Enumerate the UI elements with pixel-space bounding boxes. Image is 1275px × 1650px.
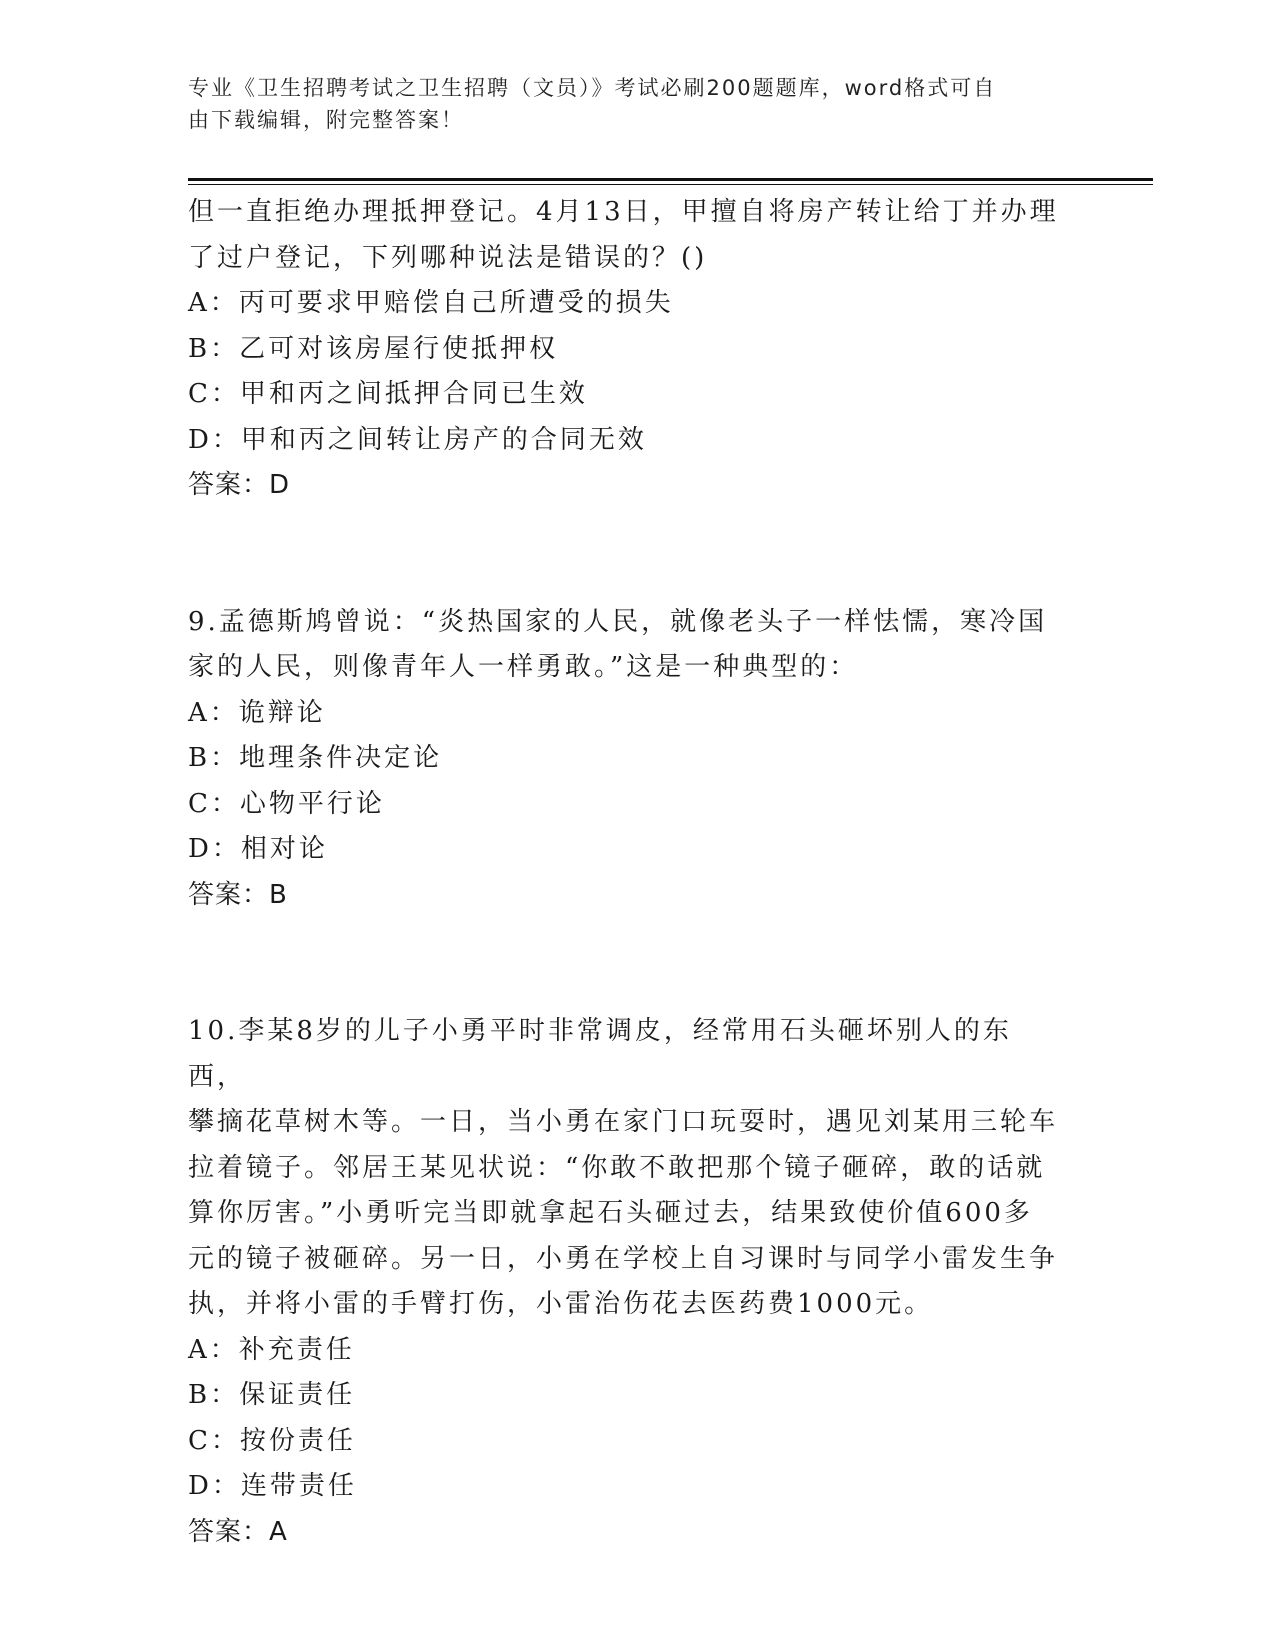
header-line-2: 由下载编辑，附完整答案！: [188, 108, 464, 132]
document-body: [188, 190, 1068, 1555]
question-10-text-line-2: 攀摘花草树木等。一日，当小勇在家门口玩耍时，遇见刘某用三轮车: [188, 1107, 1059, 1137]
question-8-text-line-1: 但一直拒绝办理抵押登记。4月13日，甲擅自将房产转让给丁并办理: [188, 197, 1059, 227]
spacer: [188, 918, 1068, 964]
document-header: [188, 72, 1068, 136]
question-9-text-line-2: 家的人民，则像青年人一样勇敢。”这是一种典型的：: [188, 652, 859, 682]
question-10-text-line-5: 元的镜子被砸碎。另一日，小勇在学校上自习课时与同学小雷发生争: [188, 1243, 1059, 1274]
question-8-answer: 答案：D: [188, 470, 291, 500]
header-rule-thin: [188, 184, 1153, 185]
question-9: [188, 600, 1068, 919]
question-9-answer: 答案：B: [188, 879, 288, 910]
question-8-option-a: A：丙可要求甲赔偿自己所遭受的损失: [188, 288, 674, 318]
question-8-option-d: D：甲和丙之间转让房产的合同无效: [188, 424, 647, 455]
question-10: [188, 1009, 1068, 1555]
spacer: [188, 554, 1068, 600]
header-rule-thick: [188, 178, 1153, 181]
question-10-option-b: B：保证责任: [188, 1380, 356, 1410]
question-10-text-line-6: 执，并将小雷的手臂打伤，小雷治伤花去医药费1000元。: [188, 1289, 934, 1319]
question-9-option-c: C：心物平行论: [188, 788, 385, 819]
question-9-option-a: A：诡辩论: [188, 697, 326, 728]
question-8-option-b: B：乙可对该房屋行使抵押权: [188, 333, 559, 364]
question-8-option-c: C：甲和丙之间抵押合同已生效: [188, 379, 588, 409]
question-10-text-line-3: 拉着镜子。邻居王某见状说：“你敢不敢把那个镜子砸碎，敢的话就: [188, 1152, 1046, 1183]
question-10-text-line-4: 算你厉害。”小勇听完当即就拿起石头砸过去，结果致使价值600多: [188, 1198, 1033, 1228]
question-8: [188, 190, 1068, 509]
question-8-text-line-2: 了过户登记，下列哪种说法是错误的？(): [188, 242, 708, 273]
question-10-option-c: C：按份责任: [188, 1425, 356, 1456]
spacer: [188, 964, 1068, 1010]
question-10-answer: 答案：A: [188, 1516, 288, 1547]
question-9-text-line-1: 9.孟德斯鸠曾说：“炎热国家的人民，就像老头子一样怯懦，寒冷国: [188, 606, 1048, 637]
question-10-text-line-1: 10.李某8岁的儿子小勇平时非常调皮，经常用石头砸坏别人的东西，: [188, 1016, 1012, 1092]
question-9-option-b: B：地理条件决定论: [188, 743, 443, 773]
question-9-option-d: D：相对论: [188, 834, 328, 864]
question-10-option-a: A：补充责任: [188, 1334, 355, 1365]
question-10-option-d: D：连带责任: [188, 1471, 357, 1501]
spacer: [188, 509, 1068, 555]
header-line-1: 专业《卫生招聘考试之卫生招聘（文员）》考试必刷200题题库，word格式可自: [188, 76, 997, 100]
